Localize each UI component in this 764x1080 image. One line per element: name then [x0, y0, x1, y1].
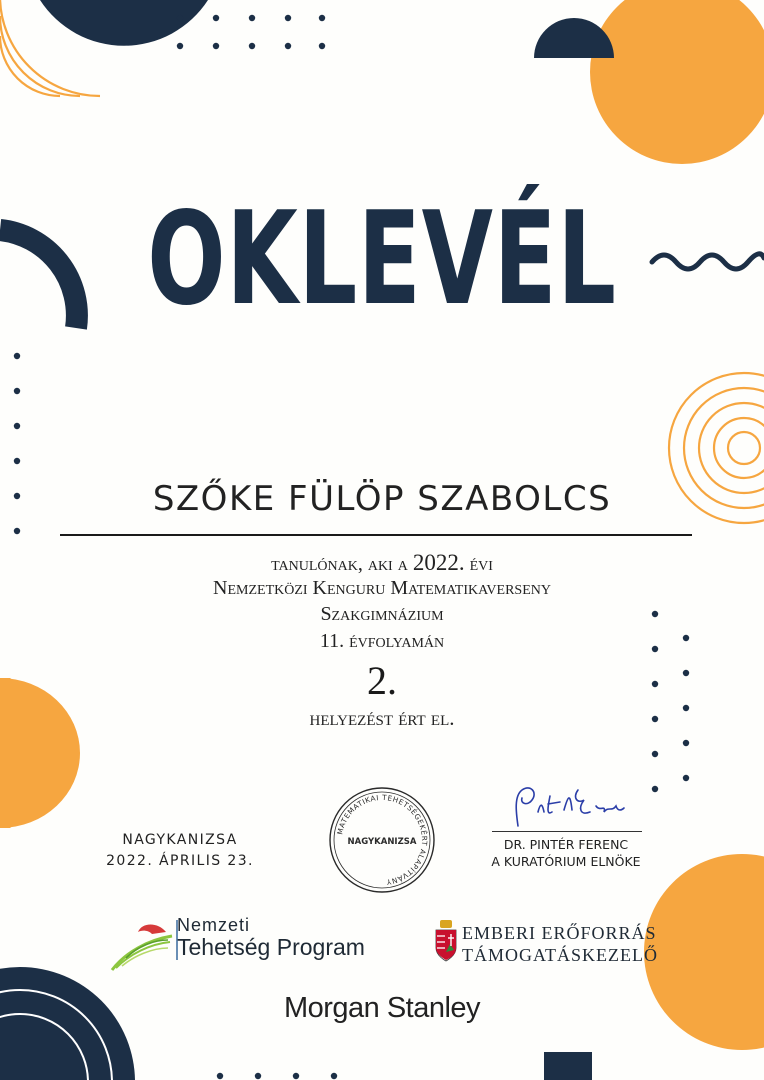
stamp-center-text: NAGYKANIZSA [347, 837, 417, 847]
signer-block [472, 836, 660, 870]
foundation-stamp [326, 784, 438, 896]
emberi-line1: EMBERI ERŐFORRÁS [462, 923, 657, 943]
issue-date: 2022. ÁPRILIS 23. [106, 853, 254, 869]
competition-year: 2022. [412, 550, 465, 575]
signature-line [492, 831, 642, 832]
intro-suffix: évi [469, 553, 493, 575]
name-underline [60, 534, 692, 536]
signer-title: A KURATÓRIUM ELNÖKE [491, 854, 641, 869]
ntp-logo-text [177, 916, 365, 959]
certificate-title: OKLEVÉL [147, 185, 617, 334]
achievement-text: helyezést ért el. [309, 706, 455, 730]
grade-level: 11. évfolyamán [319, 630, 445, 652]
ntp-line2: Tehetség Program [177, 934, 365, 960]
ntp-line1: Nemzeti [177, 915, 251, 935]
coat-of-arms-icon [434, 920, 458, 962]
morgan-stanley-logo: Morgan Stanley [283, 992, 481, 1024]
stamp-ring-text: MATEMATIKAI TEHETSÉGEKÉRT ALAPÍTVÁNY [335, 792, 430, 887]
city: NAGYKANIZSA [122, 832, 238, 848]
emberi-logo-text [462, 922, 658, 966]
intro-prefix: tanulónak, aki a [271, 553, 408, 575]
intro-line [0, 551, 764, 574]
competition-name: Nemzetközi Kenguru Matematikaverseny [213, 577, 551, 599]
signer-name: DR. PINTÉR FERENC [503, 837, 629, 852]
place-and-date [100, 830, 260, 872]
placement-number: 2. [367, 658, 397, 703]
signature-image [508, 782, 628, 832]
ntp-logo-icon [108, 918, 174, 974]
emberi-line2: TÁMOGATÁSKEZELŐ [462, 945, 658, 965]
recipient-name: SZŐKE FÜLÖP SZABOLCS [152, 479, 612, 519]
school-category: Szakgimnázium [320, 603, 444, 625]
